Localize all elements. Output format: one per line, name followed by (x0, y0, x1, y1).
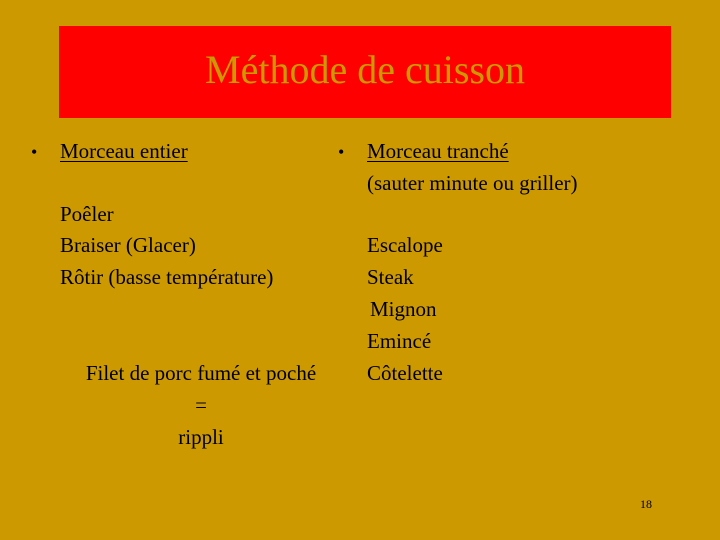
right-subheading: (sauter minute ou griller) (367, 171, 578, 195)
right-item-escalope: Escalope (367, 233, 443, 257)
slide-title: Méthode de cuisson (205, 47, 525, 92)
right-item-steak: Steak (367, 265, 414, 289)
left-note (60, 357, 342, 453)
page-number: 18 (640, 497, 652, 511)
left-bullet: • (31, 142, 38, 162)
title-box (59, 26, 671, 118)
left-heading: Morceau entier (60, 139, 188, 163)
right-bullet: • (338, 142, 345, 162)
left-note-line-3: rippli (178, 425, 224, 449)
left-item-rotir: Rôtir (basse température) (60, 265, 274, 289)
left-item-poeler: Poêler (60, 202, 114, 226)
right-heading: Morceau tranché (367, 139, 509, 163)
right-item-cotelette: Côtelette (367, 361, 443, 385)
left-item-braiser: Braiser (Glacer) (60, 233, 196, 257)
right-item-emince: Emincé (367, 329, 432, 353)
left-note-line-2: = (195, 393, 207, 417)
left-note-line-1: Filet de porc fumé et poché (85, 361, 317, 385)
right-item-mignon: Mignon (370, 297, 437, 321)
